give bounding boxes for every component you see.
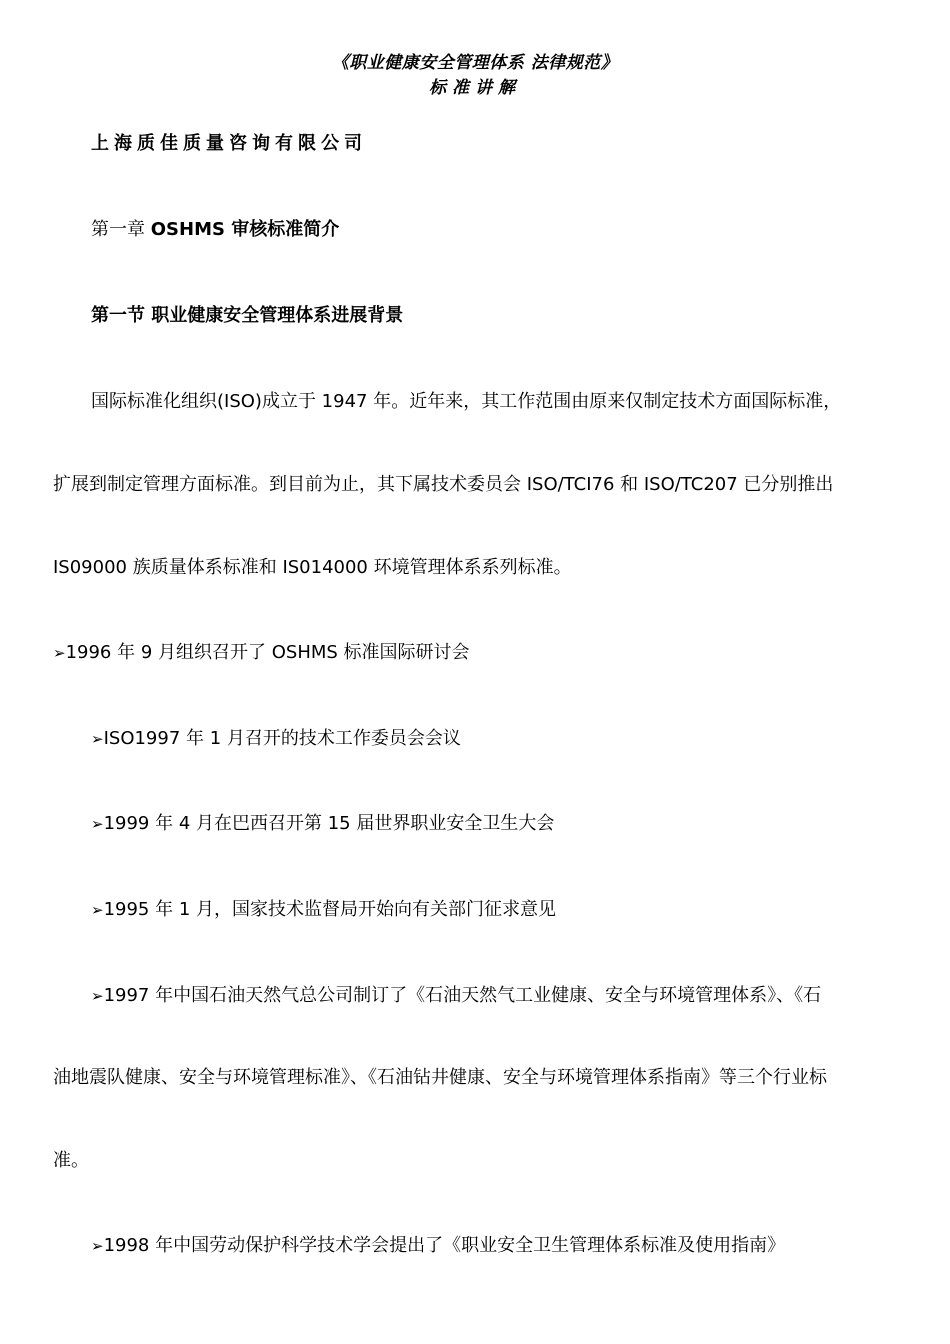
intro-paragraph-line: 国际标准化组织(ISO)成立于 1947 年。近年来，其工作范围由原来仅制定技术方面国际标准， <box>91 391 842 412</box>
list-item-continuation: 准。 <box>53 1150 89 1171</box>
intro-paragraph-line: 扩展到制定管理方面标准。到目前为止，其下属技术委员会 ISO/TCI76 和 ISO/TC207 已分别推出 <box>53 474 834 495</box>
arrow-bullet-icon: ➢ <box>53 644 66 662</box>
chapter-prefix: 第一章 <box>91 219 151 240</box>
chapter-heading <box>91 217 339 243</box>
list-item <box>53 640 470 666</box>
list-item-text: ISO1997 年 1 月召开的技术工作委员会会议 <box>103 728 461 749</box>
list-item-text: 1998 年中国劳动保护科学技术学会提出了《职业安全卫生管理体系标准及使用指南》 <box>103 1235 786 1256</box>
list-item <box>91 811 554 837</box>
list-item-text: 1996 年 9 月组织召开了 OSHMS 标准国际研讨会 <box>65 642 470 663</box>
arrow-bullet-icon: ➢ <box>91 987 104 1005</box>
arrow-bullet-icon: ➢ <box>91 901 104 919</box>
list-item-text: 1995 年 1 月，国家技术监督局开始向有关部门征求意见 <box>103 899 557 920</box>
document-title: 《职业健康安全管理体系 法律规范》 <box>331 53 619 73</box>
company-name: 上海质佳质量咨询有限公司 <box>91 133 367 154</box>
document-subtitle: 标准讲解 <box>429 78 521 98</box>
list-item <box>91 897 556 923</box>
arrow-bullet-icon: ➢ <box>91 1237 104 1255</box>
list-item-text: 1997 年中国石油天然气总公司制订了《石油天然气工业健康、安全与环境管理体系》、《石 <box>103 985 822 1006</box>
list-item-continuation: 油地震队健康、安全与环境管理标准》、《石油钻井健康、安全与环境管理体系指南》等三个行业标 <box>53 1067 827 1088</box>
list-item <box>91 1233 785 1259</box>
list-item-text: 1999 年 4 月在巴西召开第 15 届世界职业安全卫生大会 <box>103 813 555 834</box>
section-heading: 第一节 职业健康安全管理体系进展背景 <box>91 305 404 326</box>
arrow-bullet-icon: ➢ <box>91 815 104 833</box>
list-item <box>91 983 821 1009</box>
list-item <box>91 726 461 752</box>
title-block <box>0 50 950 100</box>
intro-paragraph-line: IS09000 族质量体系标准和 IS014000 环境管理体系系列标准。 <box>53 557 572 578</box>
chapter-title: OSHMS 审核标准简介 <box>150 219 340 240</box>
arrow-bullet-icon: ➢ <box>91 730 104 748</box>
